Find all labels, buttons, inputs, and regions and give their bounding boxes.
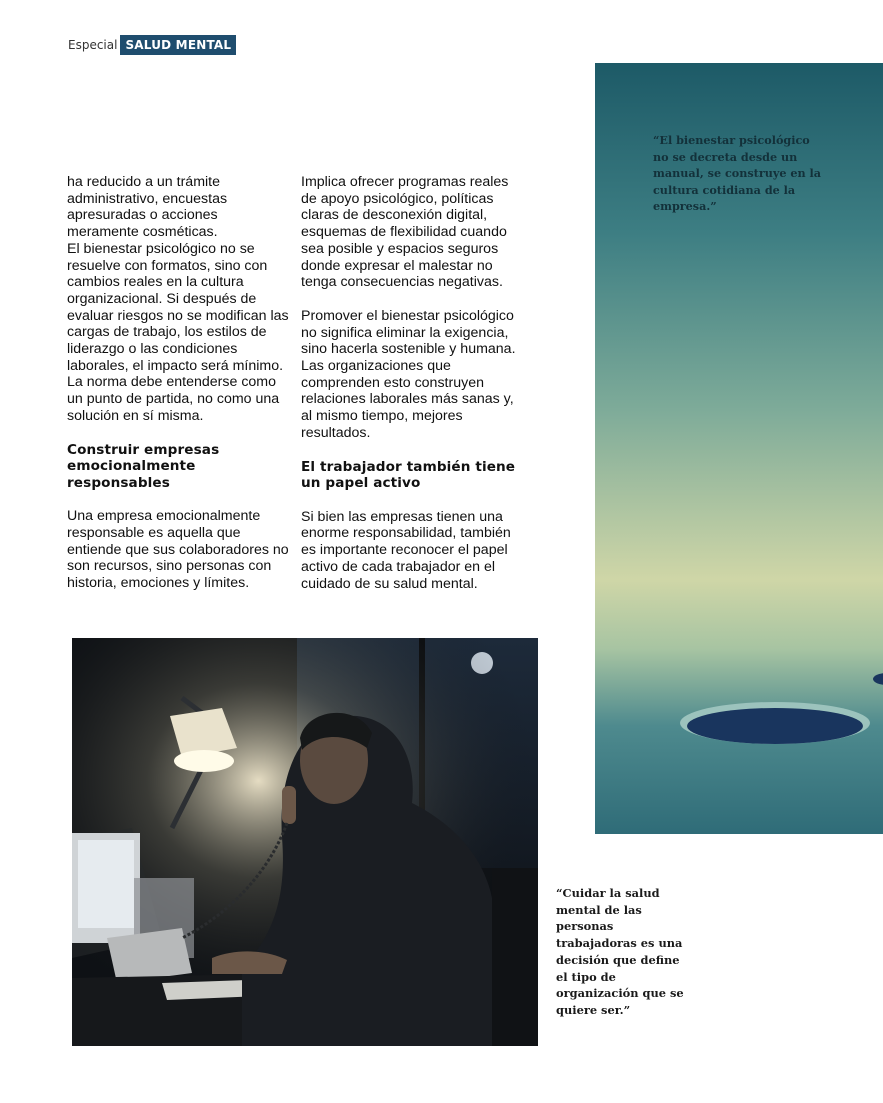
subheading: Construir empresas emocionalmente responsables <box>67 441 220 491</box>
pull-quote-top: “El bienestar psicológico no se decreta desde un manual, se construye en la cultura cotidiana de la empresa.” <box>653 133 822 213</box>
article-column-right <box>301 174 523 592</box>
paragraph: Implica ofrecer programas reales de apoyo psicológico, políticas claras de desconexión digital, esquemas de flexibilidad cuando sea posible y espacios seguros donde expresar el malestar no tenga consecuencias negativas. <box>301 174 509 291</box>
article-column-left <box>67 174 289 592</box>
pull-quote-bottom: “Cuidar la salud mental de las personas trabajadoras es una decisión que define el tipo de organización que se quiere ser.” <box>556 886 684 1017</box>
section-badge: SALUD MENTAL <box>120 35 236 55</box>
paragraph: El bienestar psicológico no se resuelve con formatos, sino con cambios reales en la cultura organizacional. Si después de evaluar riesgos no se modifican las cargas de trabajo, los estilos de liderazgo o las condiciones laborales, el impacto será mínimo. La norma debe entenderse como un punto de partida, no como una solución en sí misma. <box>67 240 289 424</box>
hole-shape <box>687 708 863 744</box>
phone-hand <box>282 786 296 824</box>
subheading: El trabajador también tiene un papel activo <box>301 458 516 492</box>
illustration-image <box>595 63 883 834</box>
section-header <box>68 34 236 56</box>
section-label: Especial <box>68 38 118 52</box>
paragraph: Promover el bienestar psicológico no significa eliminar la exigencia, sino hacerla sostenible y humana. Las organizaciones que comprenden esto construyen relaciones laborales más sanas y, al mismo tiempo, mejores resultados. <box>301 307 516 441</box>
paragraph: Una empresa emocionalmente responsable es aquella que entiende que sus colaboradores no son recursos, sino personas con historia, emociones y límites. <box>67 508 289 592</box>
lamp-light <box>174 750 234 772</box>
office-photo <box>72 638 538 1046</box>
hole-shape-small <box>873 673 883 685</box>
photo-art <box>72 638 538 1046</box>
paragraph: Si bien las empresas tienen una enorme responsabilidad, también es importante reconocer el papel activo de cada trabajador en el cuidado de su salud mental. <box>301 508 511 592</box>
paragraph: ha reducido a un trámite administrativo, encuestas apresuradas o acciones meramente cosméticas. <box>67 174 228 241</box>
